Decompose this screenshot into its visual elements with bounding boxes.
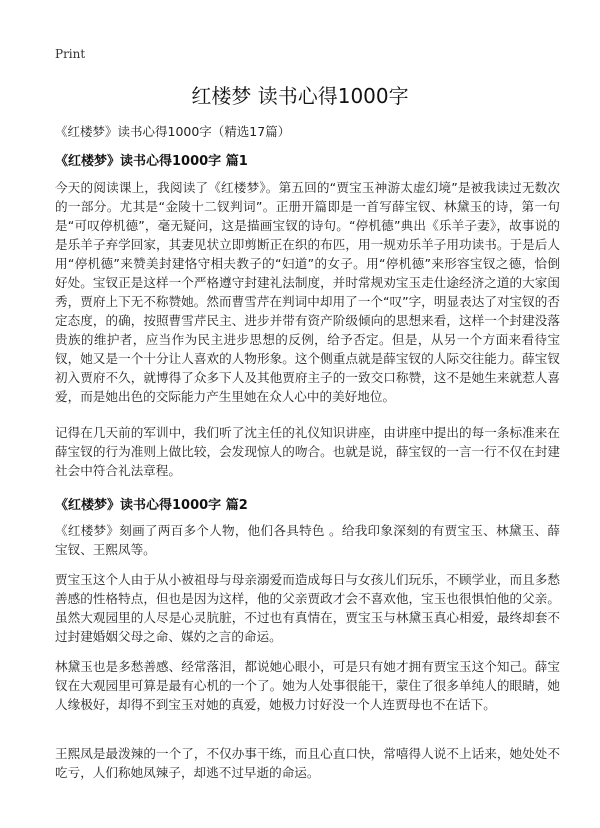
section2-paragraph-1: 《红楼梦》刻画了两百多个人物，他们各具特色 。给我印象深刻的有贾宝玉、林黛玉、薛宝钗、王熙凤等。 [55,523,560,557]
print-link[interactable]: Print [55,47,86,61]
section-heading-2: 《红楼梦》读书心得1000字 篇2 [55,498,248,513]
section-heading-1: 《红楼梦》读书心得1000字 篇1 [55,154,248,169]
section1-paragraph-1: 今天的阅读课上，我阅读了《红楼梦》。第五回的“贾宝玉神游太虚幻境”是被我读过无数次的一部分。尤其是“金陵十二钗判词”。正册开篇即是一首写薛宝钗、林黛玉的诗，第一句是“可叹停机德”，毫无疑问，这是描画宝钗的诗句。“停机德”典出《乐羊子妻》，故事说的是乐羊子弃学回家，其妻见状立即剪断正在织的布匹，用一规劝乐羊子用功读书。于是后人用“停机德”来赞美封建恪守相夫教子的“妇道”的女子。用“停机德”来形容宝钗之德，恰倒好处。宝钗正是这样一个严格遵守封建礼法制度，并时常规劝宝玉走仕途经济之道的大家闺秀，贾府上下无不称赞她。然而曹雪芹在判词中却用了一个“叹”字，明显表达了对宝钗的否定态度，的确，按照曹雪芹民主、进步并带有资产阶级倾向的思想来看，这样一个封建没落贵族的维护者，应当作为民主进步思想的反例，给予否定。但是，从另一个方面来看待宝钗，她又是一个十分让人喜欢的人物形象。这个侧重点就是薛宝钗的人际交往能力。薛宝钗初入贾府不久，就博得了众多下人及其他贾府主子的一致交口称赞，这不是她生来就惹人喜爱，而是她出色的交际能力产生里她在众人心中的美好地位。 [55,180,560,404]
document-title: 红楼梦 读书心得1000字 [191,84,409,108]
section2-paragraph-3: 林黛玉也是多愁善感、经常落泪，都说她心眼小，可是只有她才拥有贾宝玉这个知己。薛宝钗在大观园里可算是最有心机的一个了。她为人处事很能干，蒙住了很多单纯人的眼睛，她人缘极好，却得不到宝玉对她的真爱，她极力讨好没一个人连贾母也不在话下。 [55,659,560,712]
section1-paragraph-2: 记得在几天前的军训中，我们听了沈主任的礼仪知识讲座，由讲座中提出的每一条标准来在薛宝钗的行为准则上做比较，会发现惊人的吻合。也就是说，薛宝钗的一言一行不仅在封建社会中符合礼法章程。 [55,425,560,478]
document-subtitle: 《红楼梦》读书心得1000字（精选17篇） [55,124,291,139]
section2-paragraph-4: 王熙凤是最泼辣的一个了，不仅办事干练，而且心直口快，常嘻得人说不上话来，她处处不吃亏，人们称她凤辣子，却逃不过早逝的命运。 [55,746,560,780]
section2-paragraph-2: 贾宝玉这个人由于从小被祖母与母亲溺爱而造成每日与女孩儿们玩乐，不顾学业，而且多愁善感的性格特点，但也是因为这样，他的父亲贾政才会不喜欢他，宝玉也很惧怕他的父亲。虽然大观园里的人尽是心灵肮脏，不过也有真情在，贾宝玉与林黛玉真心相爱，最终却套不过封建婚姻父母之命、媒妁之言的命运。 [55,572,560,644]
